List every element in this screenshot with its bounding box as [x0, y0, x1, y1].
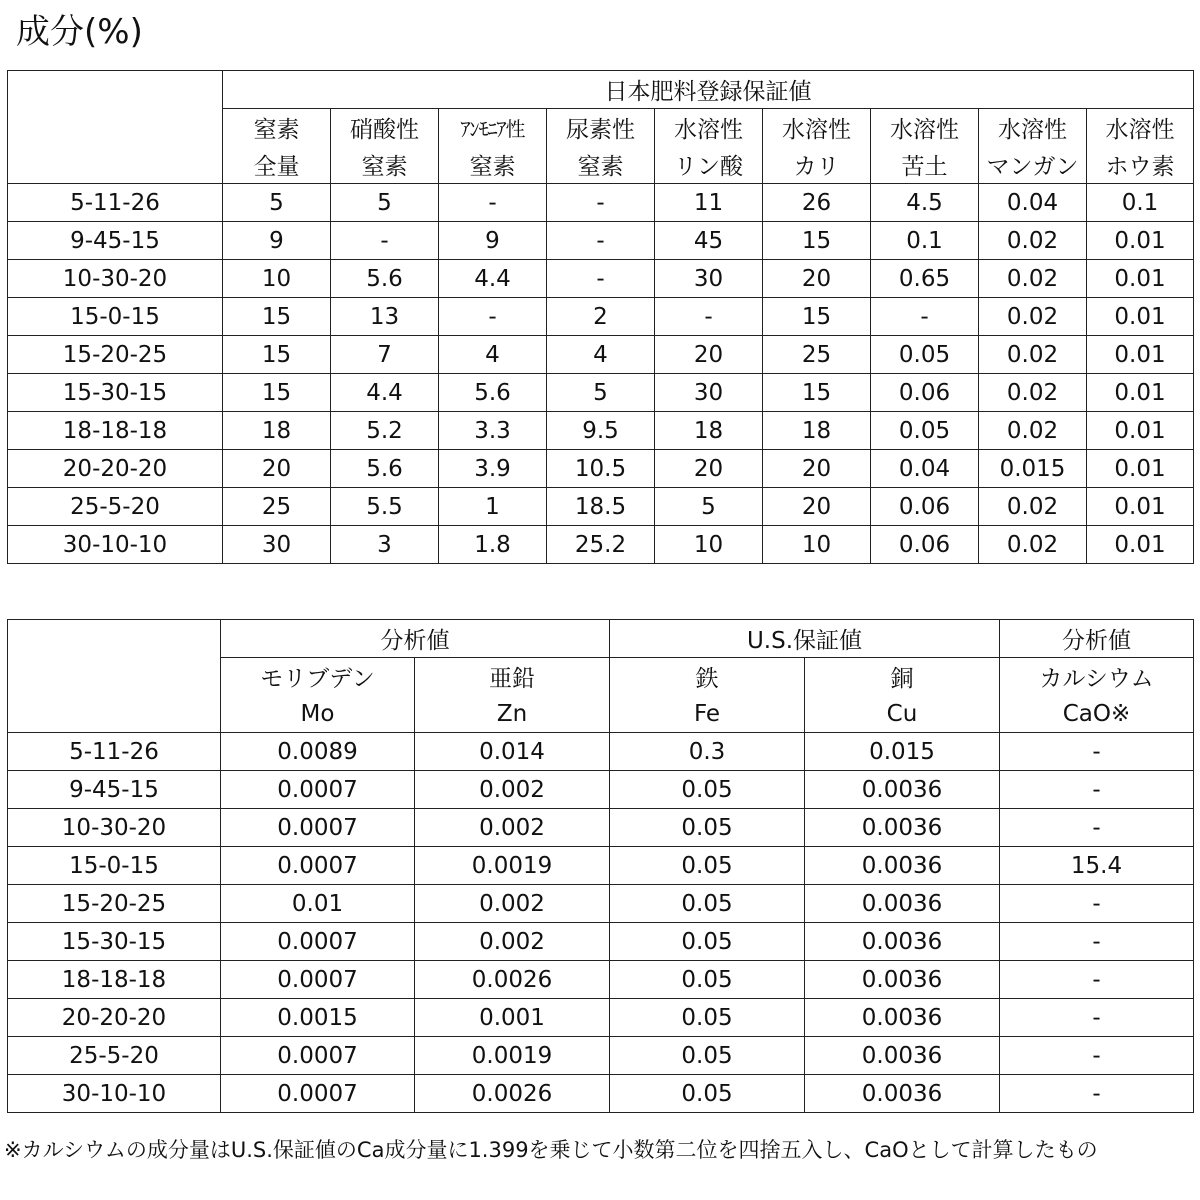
table-cell: 0.0036 [805, 999, 1000, 1037]
table-row [8, 923, 1194, 961]
column-header-line1: 水溶性 [1087, 109, 1194, 147]
table-cell: 0.01 [1087, 298, 1194, 336]
table-cell: 26 [763, 184, 871, 222]
table-cell: 0.02 [979, 222, 1087, 260]
row-label: 5-11-26 [8, 733, 221, 771]
table-cell: 5 [655, 488, 763, 526]
table-cell: 0.01 [1087, 374, 1194, 412]
table-cell: 0.01 [1087, 260, 1194, 298]
column-header-line2: マンガン [979, 146, 1087, 184]
table-row [8, 488, 1194, 526]
group-header: 日本肥料登録保証値 [223, 71, 1194, 109]
table-cell: 25 [763, 336, 871, 374]
table-row [8, 450, 1194, 488]
table-cell: 4 [547, 336, 655, 374]
table-cell: 0.3 [610, 733, 805, 771]
column-header-line2: 窒素 [439, 146, 547, 184]
table-cell: 5.6 [439, 374, 547, 412]
row-label: 10-30-20 [8, 809, 221, 847]
table-cell: 5.6 [331, 260, 439, 298]
table-cell: 0.05 [871, 412, 979, 450]
table-row [8, 1037, 1194, 1075]
table-cell: 0.015 [805, 733, 1000, 771]
table-cell: 5 [331, 184, 439, 222]
table-cell: 9 [439, 222, 547, 260]
column-header-line1: カルシウム [1000, 658, 1194, 696]
table-row [8, 184, 1194, 222]
table-cell: 0.02 [979, 526, 1087, 564]
table-cell: 0.0007 [221, 809, 415, 847]
table-cell: 1.8 [439, 526, 547, 564]
table-cell: - [1000, 733, 1194, 771]
table-row [8, 260, 1194, 298]
table-row [8, 999, 1194, 1037]
table-cell: 0.01 [1087, 450, 1194, 488]
table-cell: 0.0015 [221, 999, 415, 1037]
column-header-line2: Mo [221, 695, 415, 733]
table-row [8, 771, 1194, 809]
row-label: 20-20-20 [8, 450, 223, 488]
table-cell: 0.06 [871, 374, 979, 412]
table-cell: 3.9 [439, 450, 547, 488]
table-cell: 9.5 [547, 412, 655, 450]
row-label: 15-20-25 [8, 885, 221, 923]
table-cell: 0.0036 [805, 809, 1000, 847]
table-cell: 2 [547, 298, 655, 336]
table-cell: 0.002 [415, 771, 610, 809]
table-cell: 0.0036 [805, 1075, 1000, 1113]
column-header-line1: モリブデン [221, 658, 415, 696]
table-row [8, 412, 1194, 450]
table-cell: 5 [547, 374, 655, 412]
table-cell: - [1000, 771, 1194, 809]
table-cell: 0.002 [415, 923, 610, 961]
table-cell: 0.0036 [805, 1037, 1000, 1075]
table-cell: 0.0026 [415, 961, 610, 999]
table-cell: 15 [763, 298, 871, 336]
table-cell: 0.05 [610, 961, 805, 999]
table-cell: 0.04 [871, 450, 979, 488]
column-header-line1: 水溶性 [871, 109, 979, 147]
row-label: 9-45-15 [8, 222, 223, 260]
table-cell: 0.05 [610, 1037, 805, 1075]
table-cell: 4 [439, 336, 547, 374]
table-cell: 0.06 [871, 488, 979, 526]
row-label: 10-30-20 [8, 260, 223, 298]
table-cell: 0.02 [979, 336, 1087, 374]
row-label: 18-18-18 [8, 412, 223, 450]
row-label: 18-18-18 [8, 961, 221, 999]
table-cell: 0.002 [415, 809, 610, 847]
column-header-line2: 窒素 [331, 146, 439, 184]
table-cell: 5.6 [331, 450, 439, 488]
table-cell: 10 [763, 526, 871, 564]
table-cell: - [439, 184, 547, 222]
table-cell: 0.05 [610, 885, 805, 923]
table-cell: 0.001 [415, 999, 610, 1037]
row-label: 20-20-20 [8, 999, 221, 1037]
table-cell: 25.2 [547, 526, 655, 564]
column-header-line2: CaO※ [1000, 695, 1194, 733]
column-header-line1: 水溶性 [763, 109, 871, 147]
table-cell: 18 [655, 412, 763, 450]
table-cell: - [1000, 885, 1194, 923]
table-cell: - [1000, 809, 1194, 847]
table-cell: 0.01 [1087, 336, 1194, 374]
column-header-line1: 硝酸性 [331, 109, 439, 147]
table-row [8, 526, 1194, 564]
table-cell: 0.06 [871, 526, 979, 564]
table-cell: 0.01 [221, 885, 415, 923]
table-row [8, 1075, 1194, 1113]
table-cell: 25 [223, 488, 331, 526]
table-cell: 0.0007 [221, 771, 415, 809]
column-header-line2: 全量 [223, 146, 331, 184]
table-cell: 0.1 [1087, 184, 1194, 222]
table-cell: - [871, 298, 979, 336]
table-cell: 18 [223, 412, 331, 450]
table-cell: - [547, 184, 655, 222]
table-cell: 3.3 [439, 412, 547, 450]
table-cell: 15 [763, 222, 871, 260]
table-cell: - [439, 298, 547, 336]
row-label: 25-5-20 [8, 488, 223, 526]
row-label: 15-30-15 [8, 923, 221, 961]
table-cell: 10 [655, 526, 763, 564]
table-cell: 0.02 [979, 298, 1087, 336]
column-header-line2: カリ [763, 146, 871, 184]
row-label: 15-20-25 [8, 336, 223, 374]
table-cell: 0.05 [610, 809, 805, 847]
table-cell: 0.1 [871, 222, 979, 260]
column-header-line1: 尿素性 [547, 109, 655, 147]
corner-cell [8, 620, 221, 733]
table-cell: 3 [331, 526, 439, 564]
table-cell: 0.05 [610, 847, 805, 885]
table-cell: 0.02 [979, 260, 1087, 298]
table-row [8, 222, 1194, 260]
table-cell: 13 [331, 298, 439, 336]
page-title: 成分(%) [16, 12, 143, 52]
table-cell: 18 [763, 412, 871, 450]
table-cell: 0.04 [979, 184, 1087, 222]
row-label: 15-0-15 [8, 298, 223, 336]
table-cell: 30 [655, 374, 763, 412]
table-cell: 0.0019 [415, 1037, 610, 1075]
table-cell: - [1000, 961, 1194, 999]
table-cell: - [331, 222, 439, 260]
row-label: 15-30-15 [8, 374, 223, 412]
table-cell: 0.01 [1087, 412, 1194, 450]
table-cell: 0.0036 [805, 923, 1000, 961]
table-cell: 0.01 [1087, 488, 1194, 526]
column-header-line2: 窒素 [547, 146, 655, 184]
table-cell: 5.5 [331, 488, 439, 526]
table-row [8, 733, 1194, 771]
table-cell: 0.02 [979, 488, 1087, 526]
column-header-line1: 窒素 [223, 109, 331, 147]
table-cell: 0.05 [610, 771, 805, 809]
row-label: 15-0-15 [8, 847, 221, 885]
table-cell: 0.002 [415, 885, 610, 923]
table-cell: 0.0036 [805, 885, 1000, 923]
table-cell: 30 [655, 260, 763, 298]
table-cell: 20 [763, 450, 871, 488]
footnote: ※カルシウムの成分量はU.S.保証値のCa成分量に1.399を乗じて小数第二位を四捨五入し、CaOとして計算したもの [4, 1138, 1098, 1162]
table-cell: 5.2 [331, 412, 439, 450]
group-header: 分析値 [1000, 620, 1194, 658]
table-row [8, 847, 1194, 885]
table-cell: - [547, 222, 655, 260]
row-label: 30-10-10 [8, 526, 223, 564]
table-cell: 18.5 [547, 488, 655, 526]
table-cell: 20 [763, 488, 871, 526]
table-row [8, 885, 1194, 923]
guarantee-table [7, 70, 1194, 564]
table-cell: 15 [223, 336, 331, 374]
table-cell: 7 [331, 336, 439, 374]
table-cell: 10 [223, 260, 331, 298]
column-header-line1: 鉄 [610, 658, 805, 696]
table-cell: 0.015 [979, 450, 1087, 488]
table-cell: 20 [655, 450, 763, 488]
table-row [8, 961, 1194, 999]
table-cell: 5 [223, 184, 331, 222]
table-row [8, 336, 1194, 374]
column-header-line2: 苦土 [871, 146, 979, 184]
column-header-line1: 水溶性 [979, 109, 1087, 147]
table-cell: 45 [655, 222, 763, 260]
table-cell: 0.0007 [221, 923, 415, 961]
table-cell: 0.0036 [805, 771, 1000, 809]
row-label: 25-5-20 [8, 1037, 221, 1075]
table-cell: 1 [439, 488, 547, 526]
table-cell: 0.02 [979, 412, 1087, 450]
analysis-table [7, 619, 1194, 1113]
table-cell: 0.0036 [805, 961, 1000, 999]
table-row [8, 374, 1194, 412]
table-cell: 0.05 [610, 923, 805, 961]
column-header-line1: 亜鉛 [415, 658, 610, 696]
table-cell: 30 [223, 526, 331, 564]
table-row [8, 298, 1194, 336]
table-cell: 20 [763, 260, 871, 298]
group-header: 分析値 [221, 620, 610, 658]
table-cell: 4.4 [331, 374, 439, 412]
table-cell: - [1000, 1037, 1194, 1075]
table-cell: 0.0026 [415, 1075, 610, 1113]
table-row [8, 809, 1194, 847]
table-cell: 0.0007 [221, 1075, 415, 1113]
column-header-line2: ホウ素 [1087, 146, 1194, 184]
table-cell: 4.5 [871, 184, 979, 222]
table-cell: 0.01 [1087, 222, 1194, 260]
column-header-line1: 銅 [805, 658, 1000, 696]
table-cell: 0.014 [415, 733, 610, 771]
table-cell: 15.4 [1000, 847, 1194, 885]
row-label: 9-45-15 [8, 771, 221, 809]
column-header-line2: Fe [610, 695, 805, 733]
table-cell: 15 [223, 374, 331, 412]
table-cell: 20 [223, 450, 331, 488]
corner-cell [8, 71, 223, 184]
table-cell: 20 [655, 336, 763, 374]
table-cell: 15 [763, 374, 871, 412]
table-cell: - [1000, 999, 1194, 1037]
table-cell: 0.0089 [221, 733, 415, 771]
table-cell: 0.0036 [805, 847, 1000, 885]
column-header-line2: リン酸 [655, 146, 763, 184]
table-cell: 0.02 [979, 374, 1087, 412]
table-cell: - [1000, 923, 1194, 961]
table-cell: 0.0007 [221, 1037, 415, 1075]
table-cell: - [1000, 1075, 1194, 1113]
table-cell: 0.01 [1087, 526, 1194, 564]
table-cell: 4.4 [439, 260, 547, 298]
column-header-line1: ｱﾝﾓﾆｱ性 [439, 109, 547, 147]
row-label: 30-10-10 [8, 1075, 221, 1113]
row-label: 5-11-26 [8, 184, 223, 222]
group-header: U.S.保証値 [610, 620, 1000, 658]
table-cell: - [547, 260, 655, 298]
column-header-line2: Cu [805, 695, 1000, 733]
table-cell: 0.0007 [221, 847, 415, 885]
table-cell: 0.05 [610, 999, 805, 1037]
table-cell: 9 [223, 222, 331, 260]
column-header-line2: Zn [415, 695, 610, 733]
table-cell: - [655, 298, 763, 336]
column-header-line1: 水溶性 [655, 109, 763, 147]
table-cell: 10.5 [547, 450, 655, 488]
table-cell: 0.65 [871, 260, 979, 298]
table-cell: 0.05 [871, 336, 979, 374]
table-cell: 11 [655, 184, 763, 222]
table-cell: 0.05 [610, 1075, 805, 1113]
table-cell: 0.0007 [221, 961, 415, 999]
table-cell: 0.0019 [415, 847, 610, 885]
table-cell: 15 [223, 298, 331, 336]
